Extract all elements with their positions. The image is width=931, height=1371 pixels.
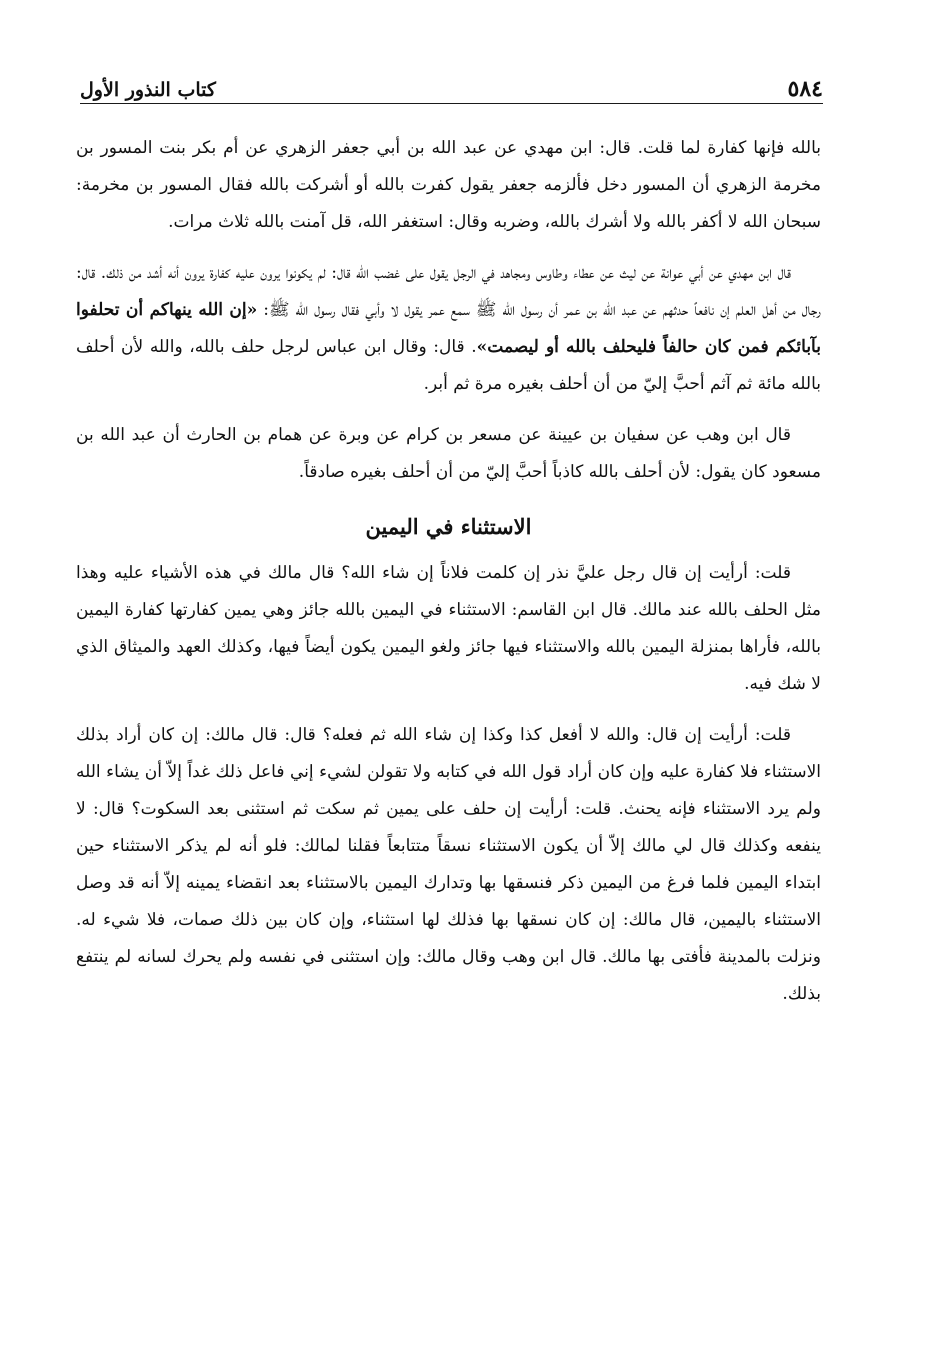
body-text (76, 130, 821, 1027)
paragraph-5: قلت: أرأيت إن قال: والله لا أفعل كذا وكذا إن شاء الله ثم فعله؟ قال: قال مالك: إن كان أراد بذلك الاستثناء فلا كفارة عليه وإن كان أراد قول الله في كتابه ولا تقولن لشيء إني فاعل ذلك غداً إلاّ أن يشاء الله ولم يرد الاستثناء فإنه يحنث. قلت: أرأيت إن حلف على يمين ثم سكت ثم استثنى بعد السكوت؟ قال: لا ينفعه وكذلك قال لي مالك إلاّ أن يكون الاستثناء نسقاً متتابعاً فقلنا لمالك: فلو أنه لم يذكر الاستثناء حين ابتداء اليمين فلما فرغ من اليمين ذكر فنسقها بها وتدارك اليمين بالاستثناء بعد انقضاء يمينه إلاّ أنه قد وصل الاستثناء باليمين، قال مالك: إن كان نسقها بها فذلك لها استثناء، وإن كان بين ذلك صمات، فلا شيء له. ونزلت بالمدينة فأفتى بها مالك. قال ابن وهب وقال مالك: وإن استثنى في نفسه ولم يحرك لسانه لم ينتفع بذلك. (76, 725, 821, 1004)
header-divider (80, 103, 823, 104)
paragraph-2 (76, 255, 821, 403)
paragraph-3: قال ابن وهب عن سفيان بن عيينة عن مسعر بن كرام عن وبرة عن همام بن الحارث أن عبد الله بن مسعود كان يقول: لأن أحلف بالله كاذباً أحبَّ إليّ من أن أحلف بغيره صادقاً. (76, 425, 821, 482)
running-header (80, 66, 823, 100)
book-title: كتاب النذور الأول (80, 79, 216, 101)
paragraph-2-text-a: قال ابن مهدي عن أبي عوانة عن ليث عن عطاء وطاوس ومجاهد في الرجل يقول على غضب الله قال: لم يكونوا يرون عليه كفارة يرون أنه أشد من ذلك. قال: رجال من أهل العلم إن نافعاً حدثهم عن عبد الله بن عمر أن رسول الله ﷺ سمع عمر يقول لا وأبي فقال رسول الله ﷺ: (76, 263, 821, 320)
paragraph-2-text-b: . قال: وقال ابن عباس لرجل حلف بالله، والله لأن أحلف بالله مائة ثم آثم أحبَّ إليّ من أن أحلف بغيره مرة ثم أبر. (76, 337, 821, 394)
page-number: ٥٨٤ (787, 76, 823, 102)
paragraph-4: قلت: أرأيت إن قال رجل عليَّ نذر إن كلمت فلاناً إن شاء الله؟ قال مالك في هذه الأشياء عليه وهذا مثل الحلف بالله عند مالك. قال ابن القاسم: الاستثناء في اليمين بالله جائز وهي يمين كفارتها كفارة اليمين بالله، فأراها بمنزلة اليمين بالله والاستثناء فيها جائز ولغو اليمين يكون أيضاً فيها، وكذلك العهد والميثاق الذي لا شك فيه. (76, 563, 821, 694)
paragraph-1: بالله فإنها كفارة لما قلت. قال: ابن مهدي عن عبد الله بن أبي جعفر الزهري عن أم بكر بنت المسور بن مخرمة الزهري أن المسور دخل فألزمه جعفر يقول كفرت بالله أو أشركت بالله فقال المسور بن مخرمة: سبحان الله لا أكفر بالله ولا أشرك بالله، وضربه وقال: استغفر الله، قل آمنت بالله ثلاث مرات. (76, 138, 821, 232)
hadith-quote: «إن الله ينهاكم أن تحلفوا بآبائكم فمن كان حالفاً فليحلف بالله أو ليصمت» (76, 300, 821, 357)
section-heading: الاستثناء في اليمين (365, 514, 532, 539)
